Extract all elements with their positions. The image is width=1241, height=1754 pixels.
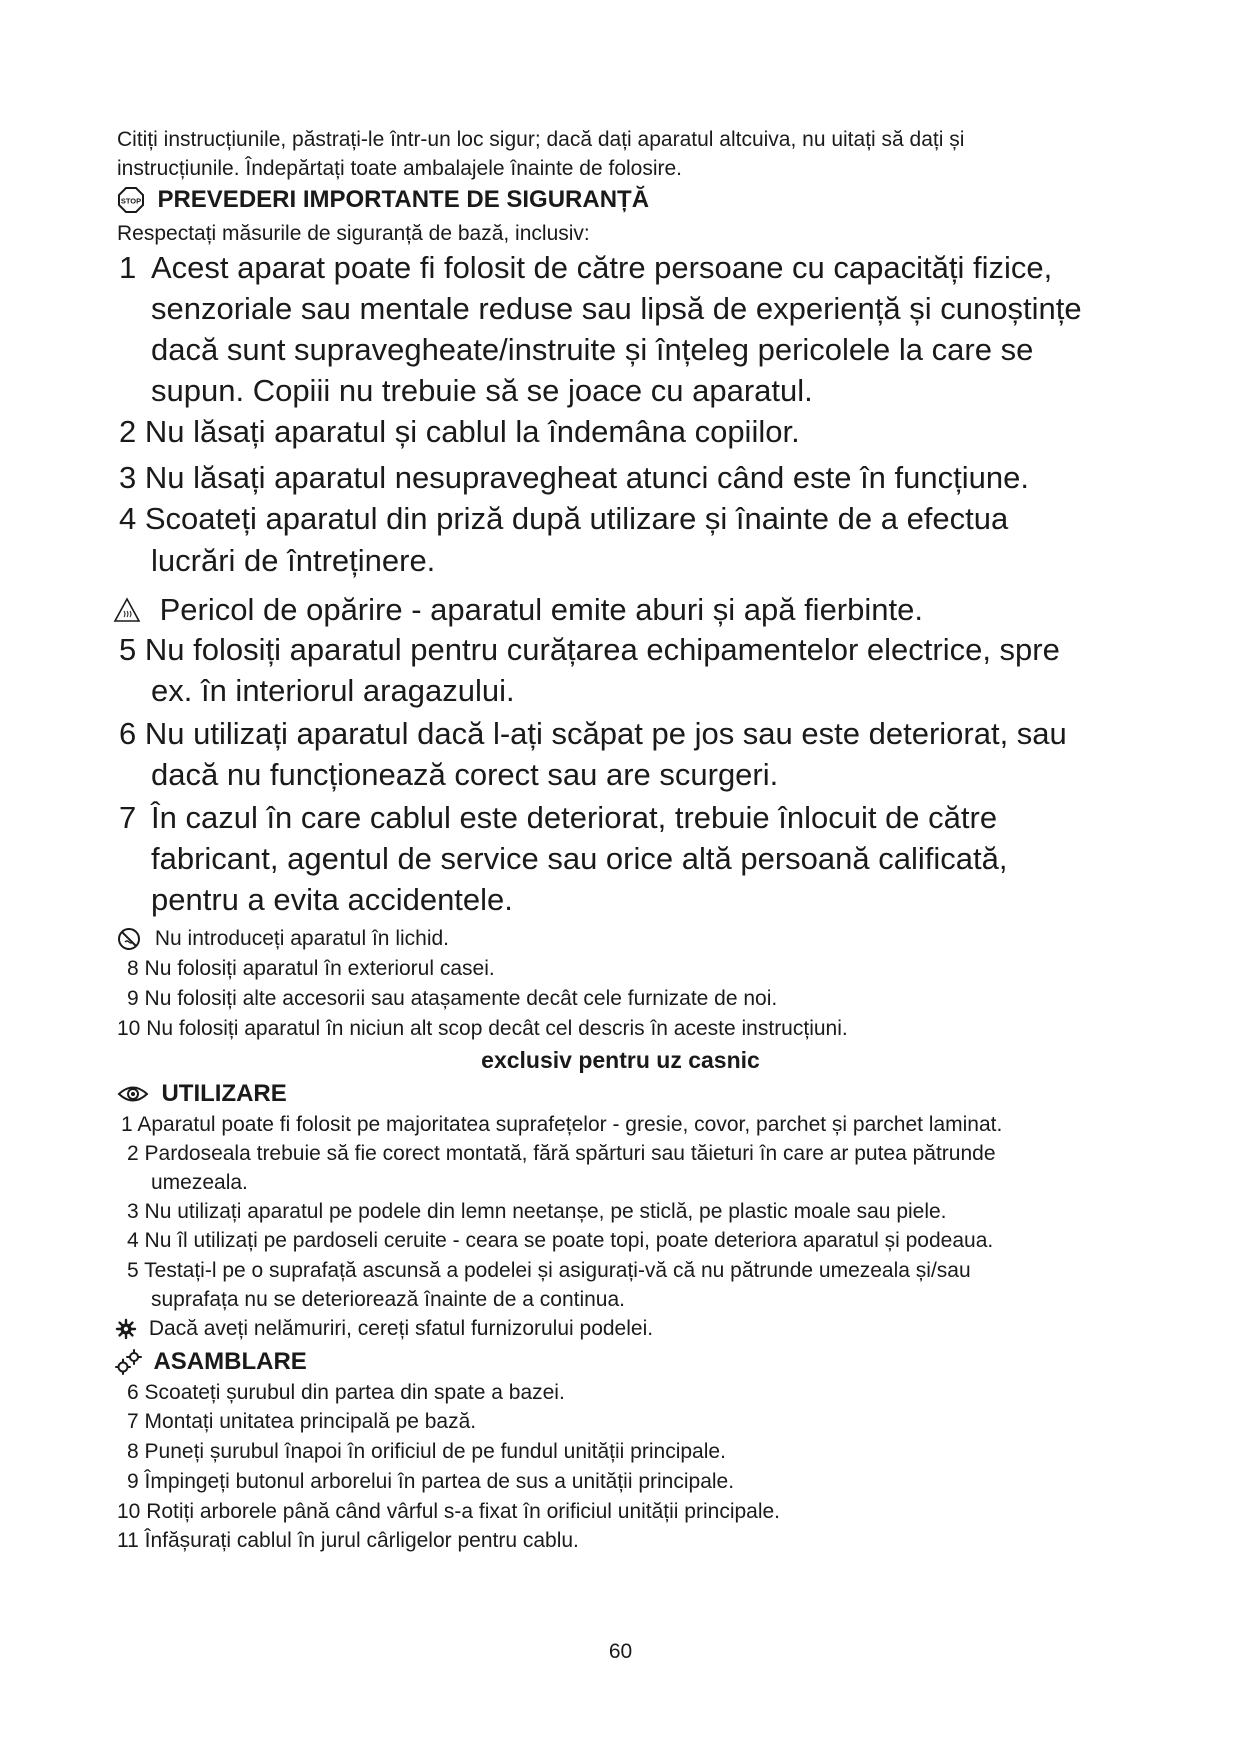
assembly-item-6-number: 6 xyxy=(127,1381,139,1404)
gear-icon xyxy=(115,1318,137,1340)
safety-item-8-text: Nu folosiți aparatul în exteriorul casei. xyxy=(144,957,495,980)
assembly-item-7 xyxy=(127,1410,476,1434)
assembly-title: ASAMBLARE xyxy=(153,1348,307,1375)
warning-triangle-icon xyxy=(113,597,141,623)
safety-item-5-number: 5 xyxy=(119,632,137,667)
safety-item-9 xyxy=(127,987,777,1011)
eye-icon xyxy=(117,1084,149,1104)
stop-icon-label: STOP xyxy=(120,196,142,206)
usage-item-3 xyxy=(127,1200,947,1224)
usage-title: UTILIZARE xyxy=(161,1080,287,1107)
safety-item-7-line-1: În cazul în care cablul este deteriorat, trebuie înlocuit de către xyxy=(151,800,998,835)
gears-icon xyxy=(115,1349,143,1375)
safety-item-8-number: 8 xyxy=(127,957,139,980)
assembly-item-7-text: Montați unitatea principală pe bază. xyxy=(144,1410,477,1433)
safety-item-4-line-1: Scoateți aparatul din priză după utilizare și înainte de a efectua xyxy=(144,501,1009,536)
usage-item-2-number: 2 xyxy=(127,1142,139,1165)
safety-item-1-line-1: Acest aparat poate fi folosit de către persoane cu capacități fizice, xyxy=(151,250,1053,285)
safety-item-1-line-4: supun. Copiii nu trebuie să se joace cu aparatul. xyxy=(151,373,813,408)
safety-item-10-number: 10 xyxy=(117,1017,141,1040)
usage-heading xyxy=(117,1080,287,1108)
assembly-item-11-text: Înfășurați cablul în jurul cârligelor pentru cablu. xyxy=(144,1529,579,1552)
scald-warning-text: Pericol de opărire - aparatul emite aburi și apă fierbinte. xyxy=(159,591,923,627)
safety-item-4-number: 4 xyxy=(119,501,137,536)
safety-item-1-number: 1 xyxy=(119,250,137,285)
safety-item-10 xyxy=(117,1017,848,1041)
assembly-item-8-number: 8 xyxy=(127,1440,139,1463)
usage-item-4-number: 4 xyxy=(127,1229,139,1252)
safety-item-10-text: Nu folosiți aparatul în niciun alt scop decât cel descris în aceste instrucțiuni. xyxy=(146,1017,848,1040)
usage-item-1 xyxy=(121,1113,1002,1137)
usage-item-5-line-2: suprafața nu se deteriorează înainte de a continua. xyxy=(151,1288,625,1311)
usage-item-5-number: 5 xyxy=(127,1259,139,1282)
safety-item-5-line-2: ex. în interiorul aragazului. xyxy=(151,673,515,708)
assembly-item-10-text: Rotiți arborele până când vârful s-a fixat în orificiul unității principale. xyxy=(146,1500,781,1523)
safety-item-1-line-2: senzoriale sau mentale reduse sau lipsă de experiență și cunoștințe xyxy=(151,291,1082,326)
safety-item-9-text: Nu folosiți alte accesorii sau atașamente decât cele furnizate de noi. xyxy=(144,987,778,1010)
safety-item-6-number: 6 xyxy=(119,716,137,751)
usage-item-3-text: Nu utilizați aparatul pe podele din lemn neetanșe, pe sticlă, pe plastic moale sau piele. xyxy=(144,1200,947,1223)
assembly-item-9 xyxy=(127,1470,734,1494)
usage-tip xyxy=(115,1317,653,1341)
usage-item-2-line-1: Pardoseala trebuie să fie corect montată, fără spărturi sau tăieturi în care ar putea pătrunde xyxy=(144,1142,996,1165)
assembly-item-8-text: Puneți șurubul înapoi în orificiul de pe fundul unității principale. xyxy=(144,1440,726,1463)
assembly-item-7-number: 7 xyxy=(127,1410,139,1433)
safety-item-6-line-1: Nu utilizați aparatul dacă l-ați scăpat pe jos sau este deteriorat, sau xyxy=(144,716,1067,751)
safety-item-2-number: 2 xyxy=(119,414,137,449)
household-use-note: exclusiv pentru uz casnic xyxy=(481,1047,760,1073)
safety-item-9-number: 9 xyxy=(127,987,139,1010)
stop-icon xyxy=(117,186,145,214)
assembly-item-11-number: 11 xyxy=(117,1529,139,1552)
assembly-item-10-number: 10 xyxy=(117,1500,141,1523)
assembly-item-10 xyxy=(117,1500,780,1524)
scald-warning xyxy=(113,590,923,628)
usage-item-5 xyxy=(127,1259,971,1283)
usage-item-4-text: Nu îl utilizați pe pardoseli ceruite - ceara se poate topi, poate deteriora aparatul și podeaua. xyxy=(144,1229,994,1252)
safety-item-7-line-2: fabricant, agentul de service sau orice altă persoană calificată, xyxy=(151,841,1008,876)
safety-item-5 xyxy=(119,632,1060,668)
usage-item-1-number: 1 xyxy=(121,1113,133,1136)
safety-item-4 xyxy=(119,501,1008,537)
assembly-item-8 xyxy=(127,1440,726,1464)
safety-item-6-line-2: dacă nu funcționează corect sau are scurgeri. xyxy=(151,757,779,792)
page-number: 60 xyxy=(608,1640,633,1663)
safety-item-2 xyxy=(119,414,800,450)
assembly-item-6-text: Scoateți șurubul din partea din spate a bazei. xyxy=(144,1381,565,1404)
safety-item-2-text: Nu lăsați aparatul și cablul la îndemâna copiilor. xyxy=(144,414,800,449)
safety-title: PREVEDERI IMPORTANTE DE SIGURANȚĂ xyxy=(157,186,650,213)
usage-item-4 xyxy=(127,1229,993,1253)
safety-item-3-number: 3 xyxy=(119,460,137,495)
safety-item-7-line-3: pentru a evita accidentele. xyxy=(151,882,513,917)
usage-item-1-text: Aparatul poate fi folosit pe majoritatea suprafețelor - gresie, covor, parchet și parchet laminat. xyxy=(137,1113,1003,1136)
assembly-item-9-number: 9 xyxy=(127,1470,139,1493)
assembly-item-6 xyxy=(127,1381,565,1405)
assembly-heading xyxy=(115,1348,307,1376)
safety-item-8 xyxy=(127,957,495,981)
assembly-item-9-text: Împingeți butonul arborelui în partea de sus a unității principale. xyxy=(144,1470,735,1493)
safety-item-6 xyxy=(119,716,1067,752)
liquid-warning xyxy=(117,927,449,951)
safety-item-4-line-2: lucrări de întreținere. xyxy=(151,543,436,578)
no-immersion-icon xyxy=(117,927,141,951)
safety-item-3 xyxy=(119,460,1029,496)
liquid-warning-text: Nu introduceți aparatul în lichid. xyxy=(154,927,450,951)
intro-line-2: instrucțiunile. Îndepărtați toate ambalajele înainte de folosire. xyxy=(117,157,683,180)
assembly-item-11 xyxy=(117,1529,579,1553)
safety-subtitle: Respectați măsurile de siguranță de bază, inclusiv: xyxy=(117,222,590,245)
intro-line-1: Citiți instrucțiunile, păstrați-le într-un loc sigur; dacă dați aparatul altcuiva, nu uitați să dați și xyxy=(117,128,965,151)
usage-tip-text: Dacă aveți nelămuriri, cereți sfatul furnizorului podelei. xyxy=(148,1317,654,1341)
usage-item-2-line-2: umezeala. xyxy=(151,1171,248,1194)
usage-item-2 xyxy=(127,1142,996,1166)
safety-item-7-number: 7 xyxy=(119,800,137,835)
usage-item-3-number: 3 xyxy=(127,1200,139,1223)
usage-item-5-line-1: Testați-l pe o suprafață ascunsă a podelei și asigurați-vă că nu pătrunde umezeala și/sau xyxy=(144,1259,971,1282)
safety-item-1-line-3: dacă sunt supravegheate/instruite și înțeleg pericolele la care se xyxy=(151,332,1034,367)
safety-item-5-line-1: Nu folosiți aparatul pentru curățarea echipamentelor electrice, spre xyxy=(144,632,1060,667)
safety-heading xyxy=(117,186,649,214)
safety-item-3-text: Nu lăsați aparatul nesupravegheat atunci când este în funcțiune. xyxy=(144,460,1029,495)
